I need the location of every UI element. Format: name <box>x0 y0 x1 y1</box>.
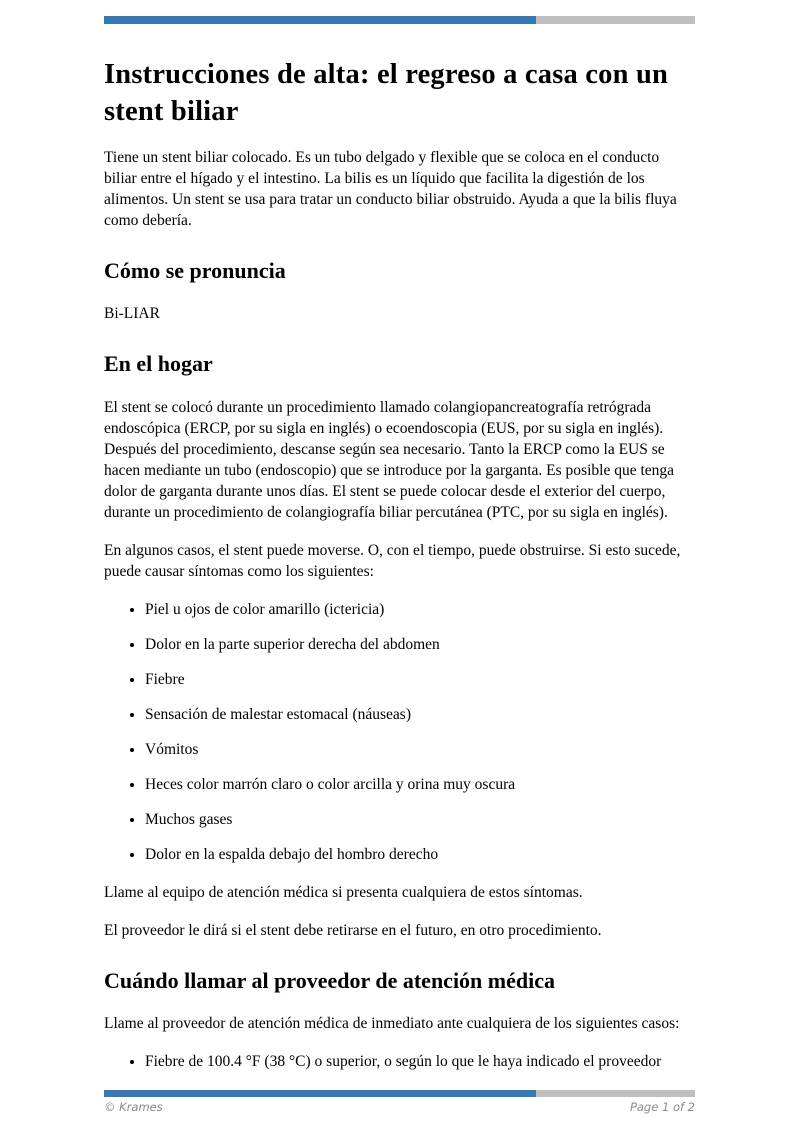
when-to-call-list <box>104 1051 695 1072</box>
list-item: • Muchos gases <box>145 809 695 830</box>
list-item: • Dolor en la espalda debajo del hombro derecho <box>145 844 695 865</box>
footer-bar-gray-segment <box>536 1090 695 1097</box>
copyright-text: © Krames <box>104 1100 163 1114</box>
pronunciation-heading: Cómo se pronuncia <box>104 258 286 284</box>
intro-paragraph: Tiene un stent biliar colocado. Es un tubo delgado y flexible que se coloca en el conducto biliar entre el hígado y el intestino. La bilis es un líquido que facilita la digestión de los alimentos. Un stent se usa para tratar un conducto biliar obstruido. Ayuda a que la bilis fluya como debería. <box>104 149 677 230</box>
header-bar-blue-segment <box>104 16 536 24</box>
when-to-call-heading: Cuándo llamar al proveedor de atención médica <box>104 967 555 993</box>
list-item: • Fiebre de 100.4 °F (38 °C) o superior, o según lo que le haya indicado el proveedor <box>145 1051 695 1072</box>
home-paragraph-2: En algunos casos, el stent puede moverse. O, con el tiempo, puede obstruirse. Si esto sucede, puede causar síntomas como los siguientes: <box>104 541 681 580</box>
home-paragraph-1: El stent se colocó durante un procedimiento llamado colangiopancreatografía retrógrada endoscópica (ERCP, por su sigla en inglés) o ecoendoscopia (EUS, por su sigla en inglés). Después del procedimiento, descanse según sea necesario. Tanto la ERCP como la EUS se hacen mediante un tubo (endoscopio) que se introduce por la garganta. Es posible que tenga dolor de garganta durante unos días. El stent se puede colocar desde el exterior del cuerpo, durante un procedimiento de colangiografía biliar percutánea (PTC, por su sigla en inglés). <box>104 398 675 521</box>
home-heading: En el hogar <box>104 351 213 377</box>
list-item: • Dolor en la parte superior derecha del abdomen <box>145 634 695 655</box>
list-item: • Heces color marrón claro o color arcilla y orina muy oscura <box>145 774 695 795</box>
pronunciation-text: Bi-LIAR <box>104 305 160 323</box>
header-bar-gray-segment <box>536 16 695 24</box>
footer-bar-blue-segment <box>104 1090 536 1097</box>
list-item: • Vómitos <box>145 739 695 760</box>
footer-accent-bar <box>104 1090 695 1097</box>
footer-row <box>104 1100 695 1114</box>
home-paragraph-3: Llame al equipo de atención médica si presenta cualquiera de estos síntomas. <box>104 883 583 901</box>
page-number: Page 1 of 2 <box>629 1100 695 1114</box>
page-title: Instrucciones de alta: el regreso a casa con un stent biliar <box>104 59 669 128</box>
list-item: • Piel u ojos de color amarillo (ictericia) <box>145 599 695 620</box>
header-accent-bar <box>104 16 695 24</box>
when-to-call-paragraph: Llame al proveedor de atención médica de inmediato ante cualquiera de los siguientes casos: <box>104 1015 680 1033</box>
page-footer <box>104 1090 695 1114</box>
symptoms-list <box>104 599 695 865</box>
home-paragraph-4: El proveedor le dirá si el stent debe retirarse en el futuro, en otro procedimiento. <box>104 921 602 939</box>
list-item: • Sensación de malestar estomacal (náuseas) <box>145 704 695 725</box>
list-item: • Fiebre <box>145 669 695 690</box>
